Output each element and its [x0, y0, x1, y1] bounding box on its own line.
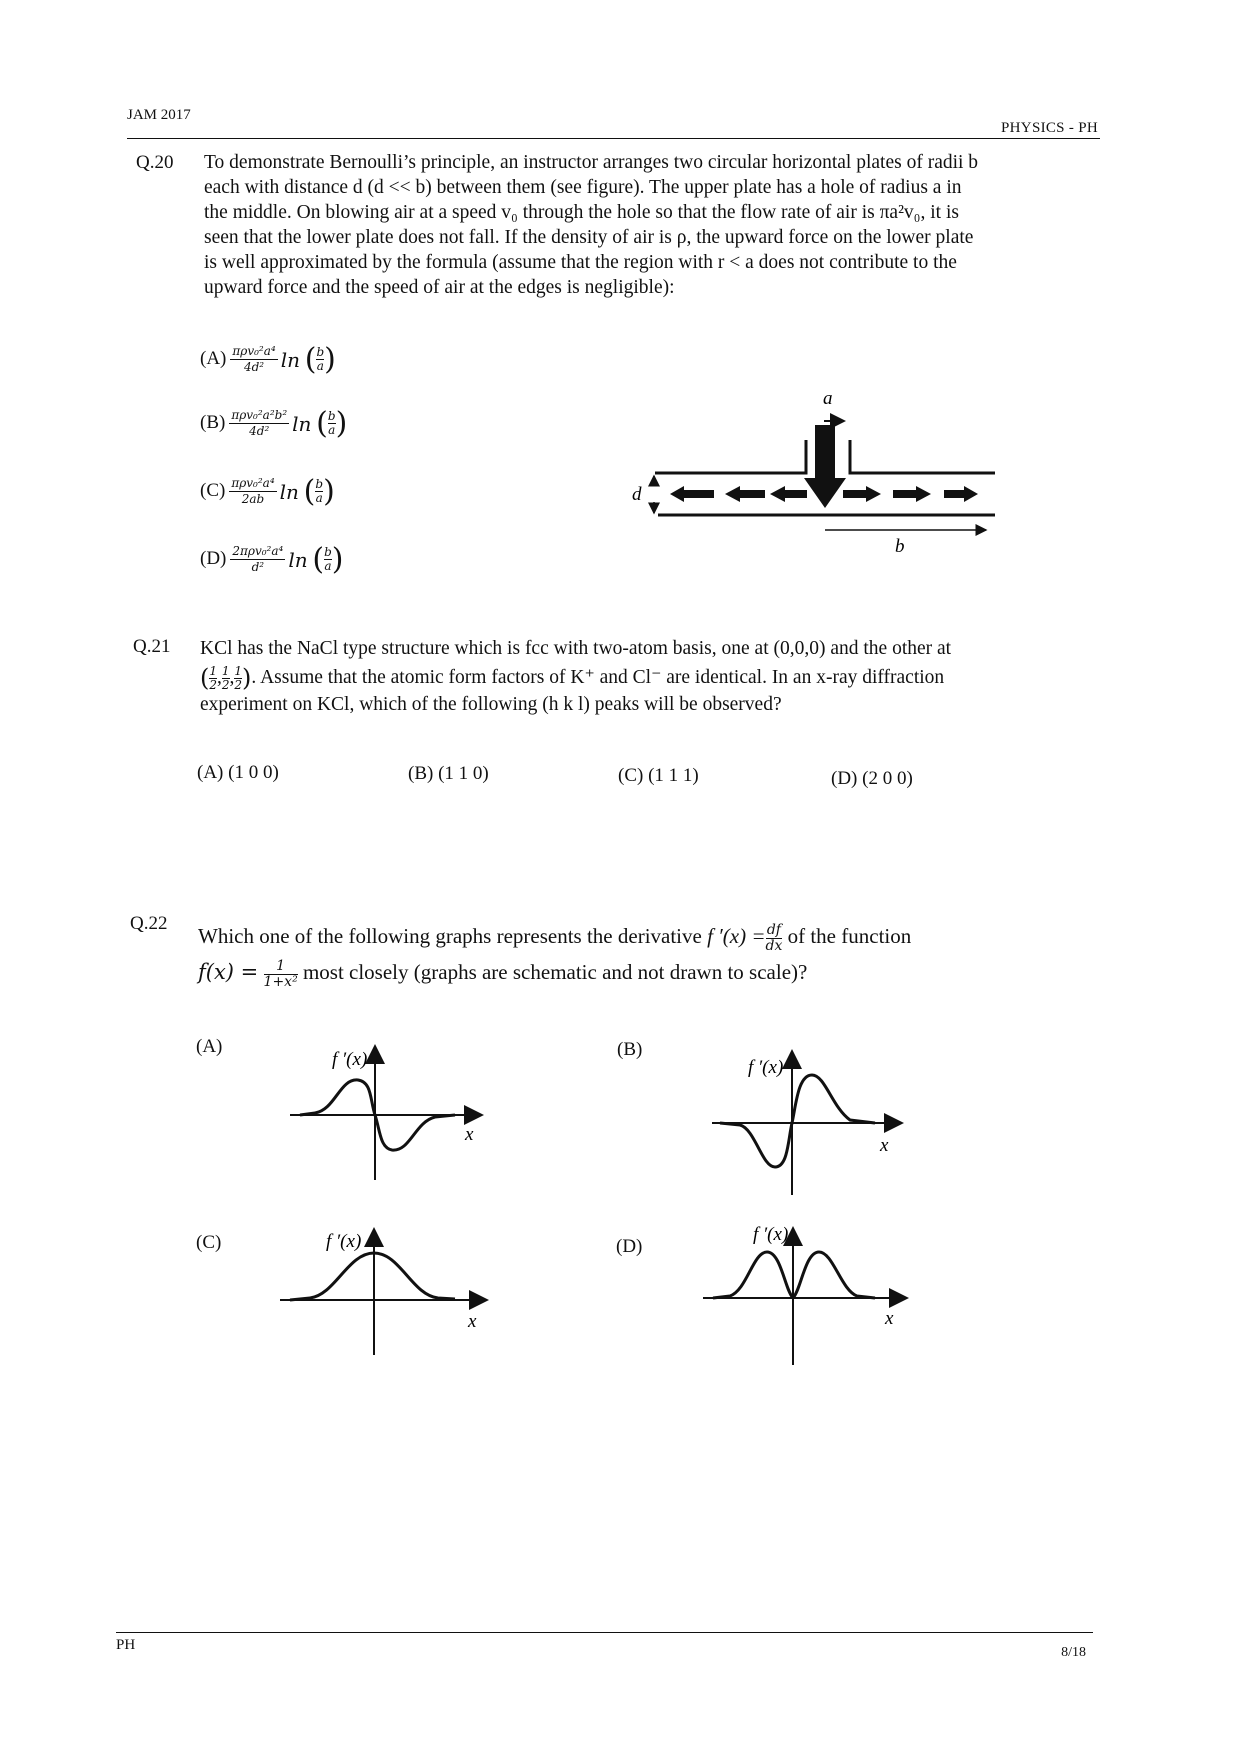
q22-text-line-1: Which one of the following graphs represents the derivative f ′(x) = $\frac{df}{dx}$ of the function: [198, 921, 912, 954]
q20-text-line-2: each with distance d (d << b) between them (see figure). The upper plate has a hole of radius a in: [204, 177, 962, 198]
bernoulli-plates-diagram: [610, 380, 1010, 560]
page-number: 8/18: [1061, 1645, 1086, 1660]
header-subject: PHYSICS - PH: [1001, 120, 1098, 136]
q20-option-a[interactable]: (A) $\frac{\text{πρv₀²a⁴}}{\text{4d²}}$ ln ( $\frac{b}{a}$): [200, 342, 336, 377]
q20-text-line-6: upward force and the speed of air at the edges is negligible):: [204, 277, 675, 298]
q20-text-line-3: the middle. On blowing air at a speed v₀ through the hole so that the flow rate of air is πa²v₀, it is: [204, 202, 959, 223]
y-label: f ′(x): [332, 1049, 368, 1070]
q20-option-b[interactable]: (B) $\frac{\text{πρv₀²a²b²}}{\text{4d²}}$ ln ( $\frac{b}{a}$): [200, 406, 348, 441]
q20-option-d[interactable]: (D) $\frac{\text{2πρv₀²a⁴}}{\text{d²}}$ ln ( $\frac{b}{a}$): [200, 542, 344, 577]
q22-number: Q.22: [130, 913, 168, 934]
flow-arrow-right-1: [843, 486, 881, 502]
header-exam-title: JAM 2017: [127, 107, 191, 123]
formula-fraction: $\frac{\text{πρv₀²a²b²}}{\text{4d²}}$: [231, 408, 288, 438]
y-label: f ′(x): [326, 1231, 362, 1252]
q22-option-b-label[interactable]: (B): [617, 1039, 643, 1060]
label-d: d: [632, 484, 642, 505]
upper-plate-right: [850, 440, 995, 473]
header-rule: [127, 138, 1100, 139]
q20-option-c[interactable]: (C) $\frac{\text{πρv₀²a⁴}}{2ab}$ ln ( $\frac{b}{a}$): [200, 474, 335, 509]
flow-arrow-right-2: [893, 486, 931, 502]
q20-text-line-4: seen that the lower plate does not fall. If the density of air is ρ, the upward force on the lower plate: [204, 227, 974, 248]
air-inflow-arrow: [804, 425, 846, 508]
option-label: (C): [200, 479, 226, 501]
q22-text-line-2: f(x) = $\frac{1}{\text{1+x²}}$ most closely (graphs are schematic and not drawn to scale)?: [198, 957, 808, 990]
q20-text: [204, 150, 978, 300]
graph-c[interactable]: [270, 1225, 500, 1360]
curve: [720, 1075, 875, 1167]
option-label: (A): [200, 347, 227, 369]
q22-option-d-label[interactable]: (D): [616, 1236, 643, 1257]
formula-fraction: $\frac{\text{πρv₀²a⁴}}{2ab}$: [231, 476, 275, 506]
x-label: x: [880, 1135, 889, 1156]
graph-b[interactable]: [700, 1045, 920, 1205]
option-label: (D): [200, 547, 227, 569]
upper-plate-left: [655, 440, 806, 473]
option-label: (B): [200, 411, 226, 433]
x-label: x: [468, 1311, 477, 1332]
q20-number: Q.20: [136, 152, 174, 173]
q22-option-a-label[interactable]: (A): [196, 1036, 223, 1057]
y-label: f ′(x): [753, 1224, 789, 1245]
y-label: f ′(x): [748, 1057, 784, 1078]
footer-subject-code: PH: [116, 1637, 136, 1653]
formula-fraction: $\frac{\text{πρv₀²a⁴}}{\text{4d²}}$: [232, 344, 276, 374]
q22-option-c-label[interactable]: (C): [196, 1232, 222, 1253]
label-b: b: [895, 536, 905, 557]
curve: [290, 1253, 455, 1300]
q21-text-line-3: experiment on KCl, which of the following (h k l) peaks will be observed?: [200, 694, 782, 716]
x-label: x: [465, 1124, 474, 1145]
q20-text-line-1: To demonstrate Bernoulli’s principle, an instructor arranges two circular horizontal plates of radii b: [204, 152, 979, 173]
flow-arrow-left-1: [670, 486, 714, 502]
q21-text: [200, 636, 951, 717]
q21-option-d[interactable]: (D) (2 0 0): [831, 768, 913, 789]
q20-text-line-5: is well approximated by the formula (assume that the region with r < a does not contribute to the: [204, 252, 957, 273]
formula-fraction: $\frac{\text{2πρv₀²a⁴}}{\text{d²}}$: [232, 544, 284, 574]
graph-d[interactable]: [695, 1220, 925, 1370]
q21-number: Q.21: [133, 636, 171, 657]
flow-arrow-left-2: [725, 486, 765, 502]
q22-text: [198, 918, 911, 990]
graph-a[interactable]: [280, 1040, 500, 1190]
footer-rule: [116, 1632, 1093, 1633]
flow-arrow-left-3: [770, 486, 807, 502]
q21-option-c[interactable]: (C) (1 1 1): [618, 765, 699, 786]
label-a: a: [823, 388, 833, 409]
flow-arrow-right-3: [944, 486, 978, 502]
q21-text-line-2: ( $\frac{1}{2}$, $\frac{1}{2}$, $\frac{1}{2}$). Assume that the atomic form factors of K⁺ and Cl⁻ are identical. In an x-ray diffraction: [200, 664, 945, 693]
q21-option-a[interactable]: (A) (1 0 0): [197, 762, 279, 783]
x-label: x: [885, 1308, 894, 1329]
q21-text-line-1: KCl has the NaCl type structure which is fcc with two-atom basis, one at (0,0,0) and the other at: [200, 638, 952, 659]
q21-option-b[interactable]: (B) (1 1 0): [408, 763, 489, 784]
